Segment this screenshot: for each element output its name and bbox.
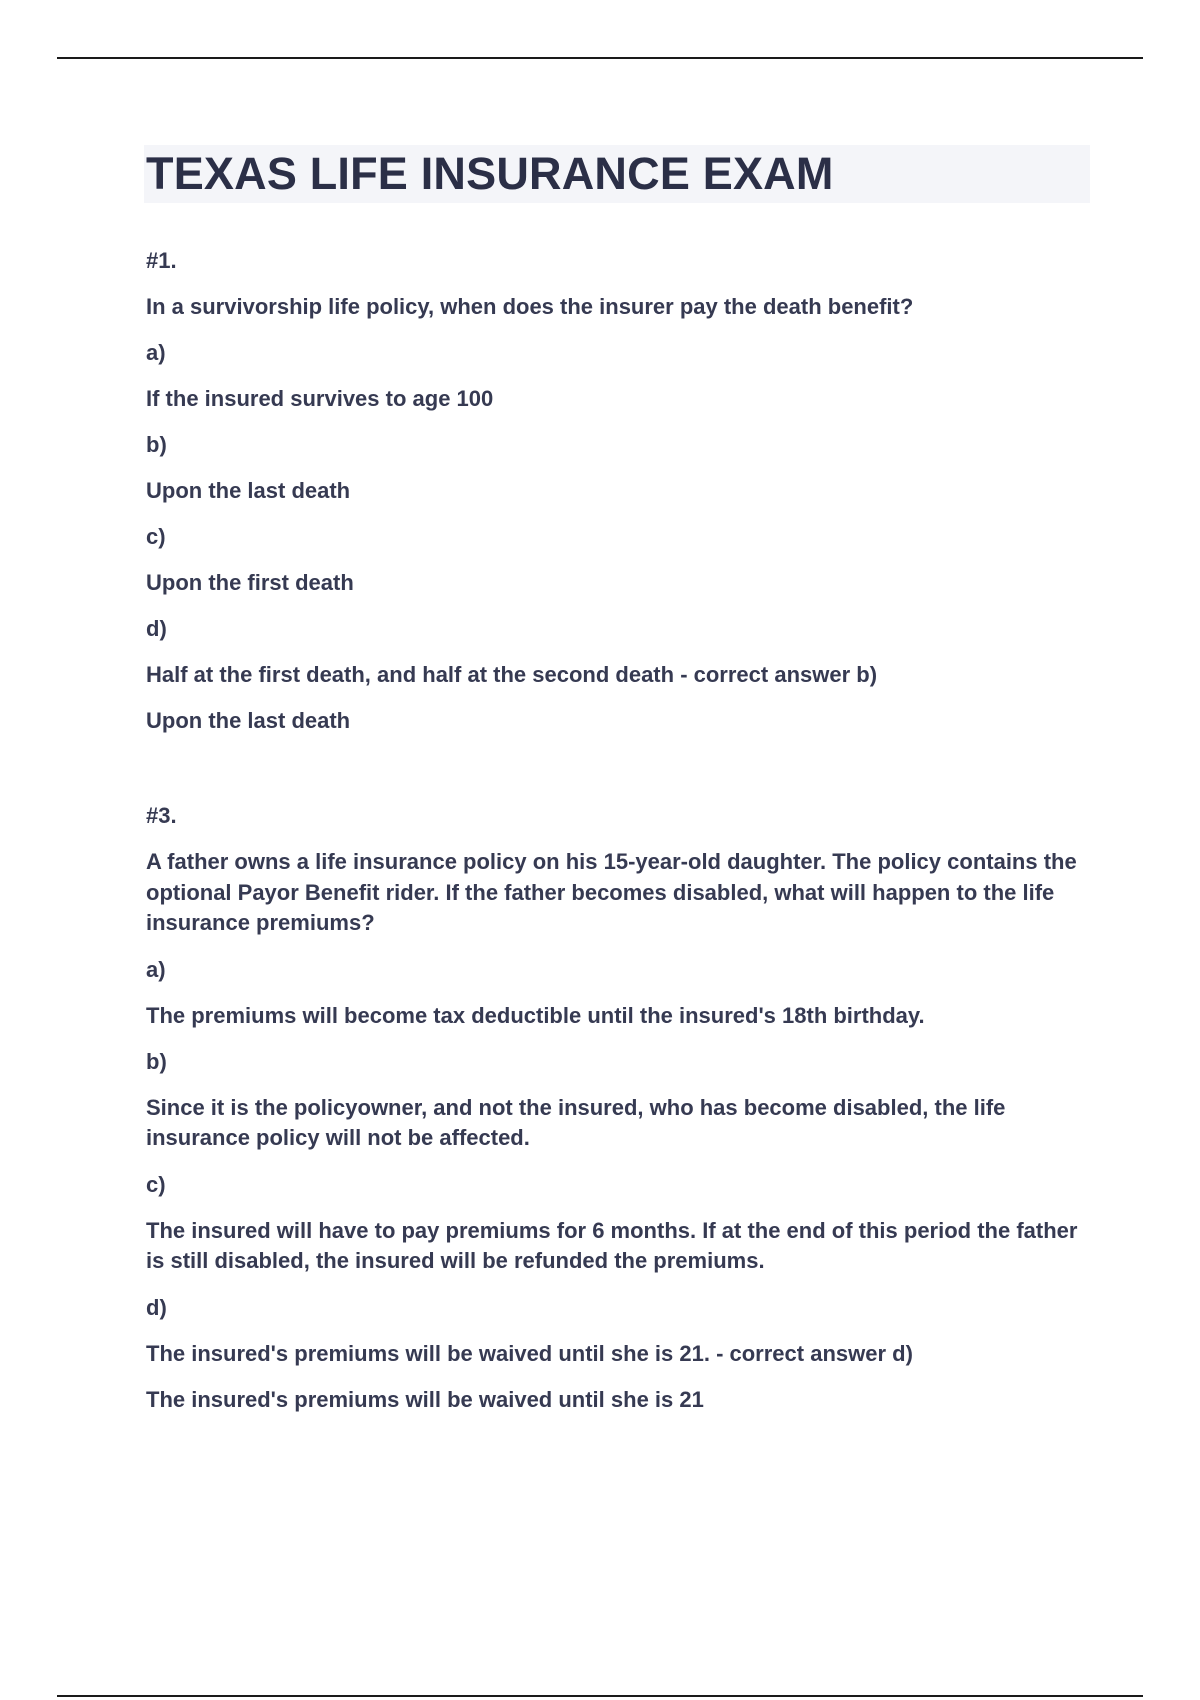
option-label: d) [146, 616, 167, 641]
option-text: Half at the first death, and half at the second death - correct answer b) [146, 662, 878, 687]
option-label: d) [146, 1294, 167, 1320]
option-text: Upon the last death [146, 478, 351, 503]
option-label: b) [146, 432, 167, 457]
question-block-3 [146, 801, 1096, 1415]
option-text: If the insured survives to age 100 [146, 386, 494, 411]
question-number: #3. [146, 803, 177, 828]
option-label: c) [146, 1171, 166, 1197]
page-top-rule [57, 57, 1143, 59]
question-text: In a survivorship life policy, when does the insurer pay the death benefit? [146, 294, 914, 319]
option-text: The premiums will become tax deductible until the insured's 18th birthday. [146, 1002, 925, 1028]
option-label: b) [146, 1048, 167, 1074]
option-label: c) [146, 524, 166, 549]
option-text: The insured will have to pay premiums for 6 months. If at the end of this period the father is still disabled, the insured will be refunded the premiums. [146, 1217, 1078, 1273]
option-label: a) [146, 956, 166, 982]
question-number: #1. [146, 248, 177, 273]
question-text: A father owns a life insurance policy on his 15-year-old daughter. The policy contains the optional Payor Benefit rider. If the father becomes disabled, what will happen to the life insurance premiums? [146, 849, 1077, 935]
answer-text: The insured's premiums will be waived until she is 21 [146, 1386, 704, 1412]
document-title: TEXAS LIFE INSURANCE EXAM [146, 148, 834, 199]
page-bottom-rule [57, 1695, 1143, 1697]
option-label: a) [146, 340, 166, 365]
option-text: The insured's premiums will be waived until she is 21. - correct answer d) [146, 1340, 913, 1366]
option-text: Since it is the policyowner, and not the insured, who has become disabled, the life insurance policy will not be affected. [146, 1094, 1006, 1150]
option-text: Upon the first death [146, 570, 354, 595]
answer-text: Upon the last death [146, 708, 351, 733]
question-block-1 [146, 246, 1096, 736]
